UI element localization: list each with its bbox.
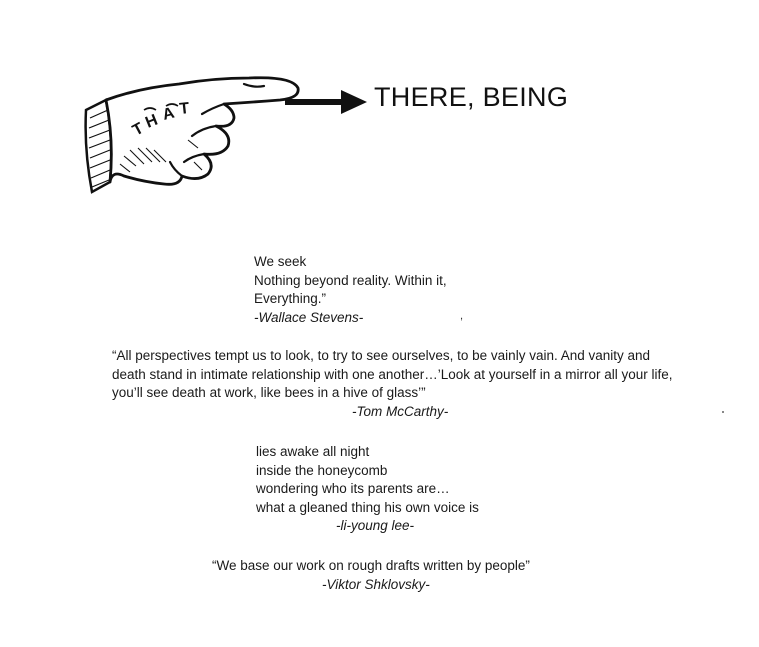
quote-line: wondering who its parents are…	[256, 481, 450, 496]
quote-line: “We base our work on rough drafts written by people”	[212, 558, 530, 573]
quote-line: lies awake all night	[256, 444, 370, 459]
mccarthy-quote	[112, 347, 673, 421]
quote-attribution: -Wallace Stevens-	[254, 309, 364, 325]
right-arrow-icon	[285, 90, 367, 114]
quote-attribution: -Tom McCarthy-	[352, 403, 449, 419]
svg-text:A: A	[160, 104, 177, 124]
svg-text:H: H	[143, 111, 161, 132]
page-title: THERE, BEING	[374, 82, 569, 112]
quote-line: death stand in intimate relationship with one another…’Look at yourself in a mirror all your life,	[112, 366, 673, 382]
lee-quote	[256, 443, 479, 536]
quote-line: you’ll see death at work, like bees in a hive of glass’”	[112, 385, 426, 400]
scan-speck	[722, 411, 724, 413]
quote-line: what a gleaned thing his own voice is	[256, 499, 479, 515]
svg-text:T: T	[129, 119, 147, 140]
svg-text:T: T	[178, 100, 191, 118]
shklovsky-quote	[212, 557, 530, 594]
quote-line: We seek	[254, 254, 307, 269]
quote-line: “All perspectives tempt us to look, to try to see ourselves, to be vainly vain. And vanity and	[112, 348, 651, 363]
quote-attribution: -li-young lee-	[336, 518, 415, 533]
quote-line: Everything.”	[254, 291, 327, 306]
quote-line: Nothing beyond reality. Within it,	[254, 272, 447, 288]
quote-attribution: -Viktor Shklovsky-	[322, 576, 430, 592]
stevens-quote	[254, 253, 447, 327]
pointing-hand-icon	[84, 70, 304, 200]
stray-mark: ,	[460, 310, 464, 322]
quote-line: inside the honeycomb	[256, 462, 388, 478]
